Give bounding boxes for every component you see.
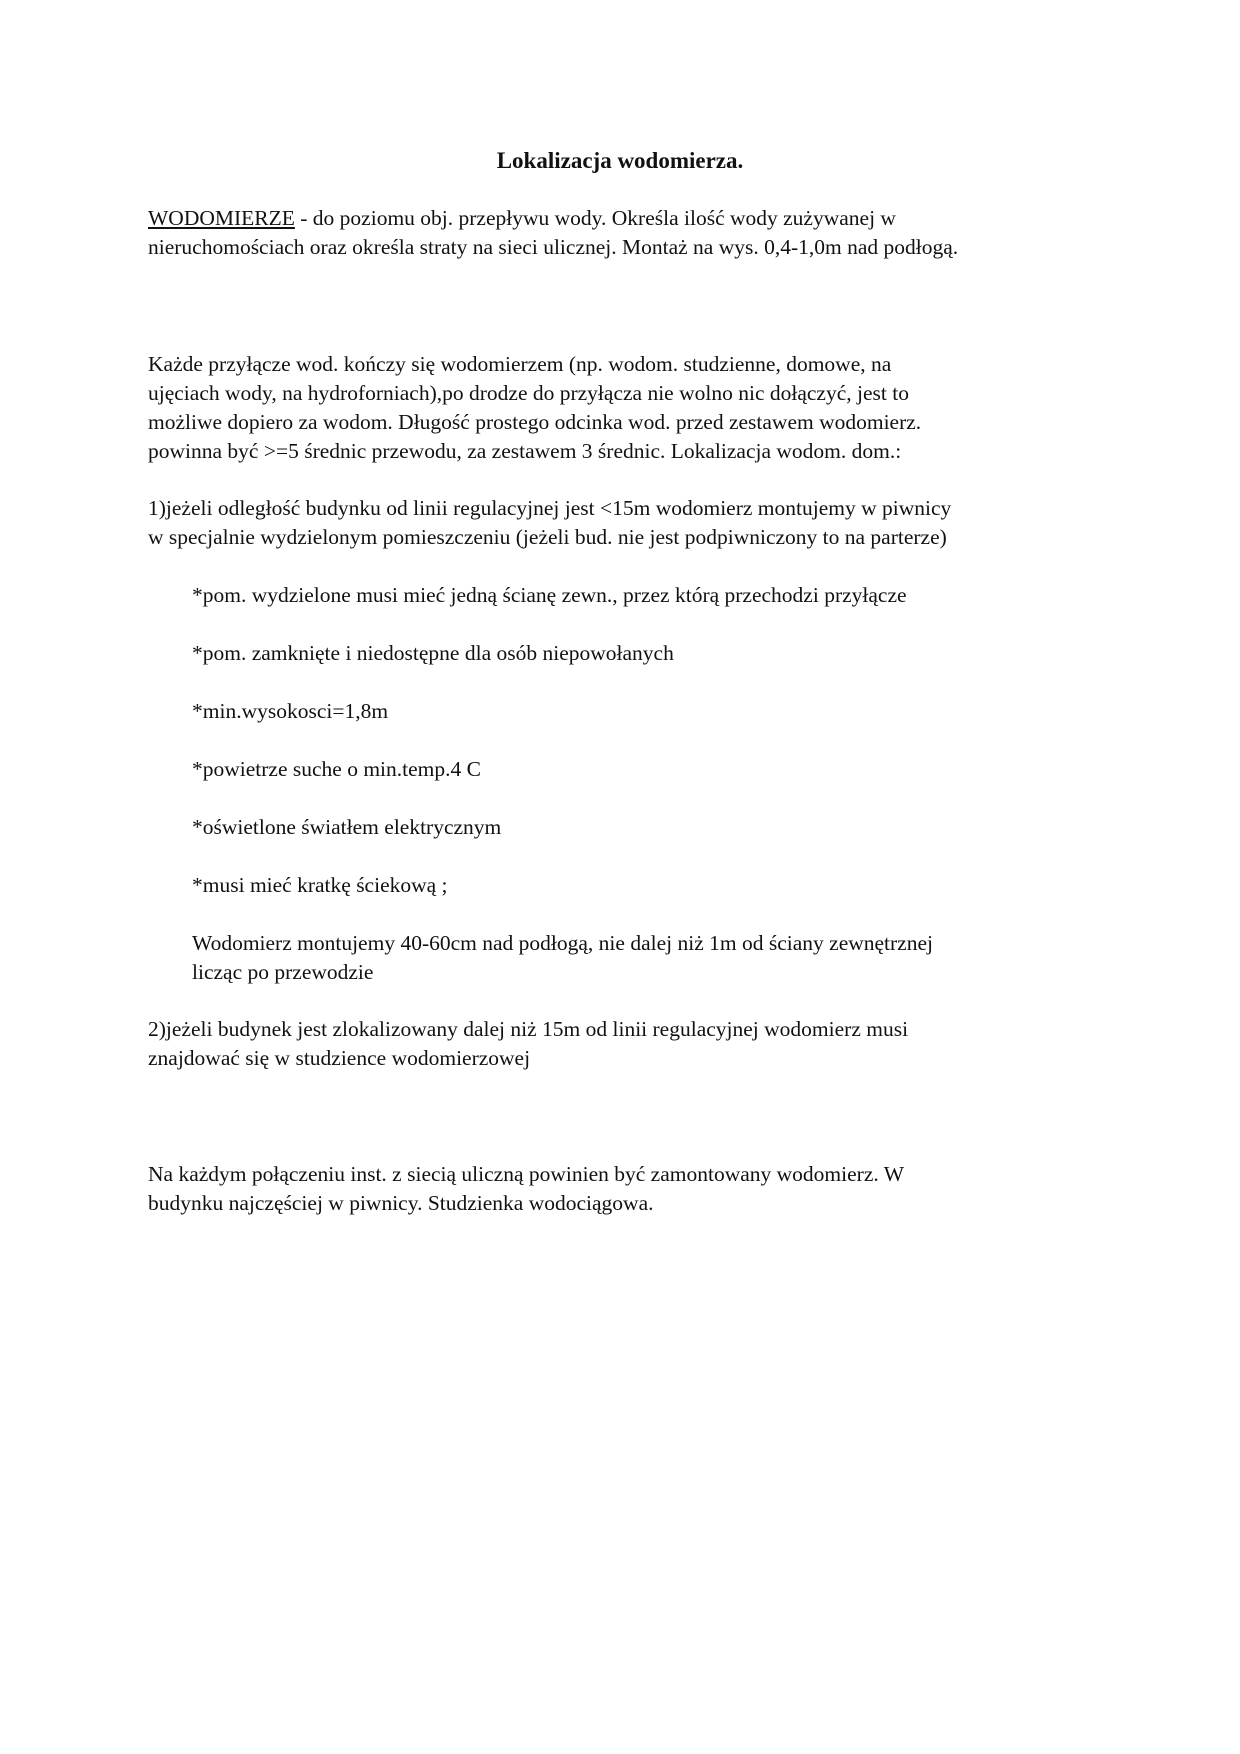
bullet-item: *oświetlone światłem elektrycznym <box>192 815 502 839</box>
mounting-line: Wodomierz montujemy 40-60cm nad podłogą, nie dalej niż 1m od ściany zewnętrznej <box>192 931 933 955</box>
point-1-line: 1)jeżeli odległość budynku od linii regulacyjnej jest <15m wodomierz montujemy w piwnicy <box>148 496 952 520</box>
paragraph-line: możliwe dopiero za wodom. Długość prostego odcinka wod. przed zestawem wodomierz. <box>148 410 922 434</box>
mounting-line: licząc po przewodzie <box>192 960 374 984</box>
document-title: Lokalizacja wodomierza. <box>496 148 744 173</box>
intro-paragraph <box>148 204 1108 262</box>
bullet-item: *min.wysokosci=1,8m <box>192 699 389 723</box>
intro-term: WODOMIERZE <box>148 206 295 230</box>
paragraph-line: ujęciach wody, na hydroforniach),po drodze do przyłącza nie wolno nic dołączyć, jest to <box>148 381 909 405</box>
paragraph-line: Każde przyłącze wod. kończy się wodomierzem (np. wodom. studzienne, domowe, na <box>148 352 892 376</box>
closing-line: Na każdym połączeniu inst. z siecią uliczną powinien być zamontowany wodomierz. W <box>148 1162 905 1186</box>
closing-line: budynku najczęściej w piwnicy. Studzienka wodociągowa. <box>148 1191 654 1215</box>
point-2 <box>148 1015 1108 1073</box>
intro-text-1: - do poziomu obj. przepływu wody. Określa ilość wody zużywanej w <box>294 206 896 230</box>
paragraph-line: powinna być >=5 średnic przewodu, za zestawem 3 średnic. Lokalizacja wodom. dom.: <box>148 439 902 463</box>
bullet-item: *powietrze suche o min.temp.4 C <box>192 757 481 781</box>
bullet-item: *musi mieć kratkę ściekową ; <box>192 873 448 897</box>
point-2-line: 2)jeżeli budynek jest zlokalizowany dalej niż 15m od linii regulacyjnej wodomierz musi <box>148 1017 909 1041</box>
mounting-paragraph <box>192 929 1092 987</box>
bullet-item: *pom. wydzielone musi mieć jedną ścianę zewn., przez którą przechodzi przyłącze <box>192 583 907 607</box>
paragraph-przylacze <box>148 350 1108 466</box>
closing-paragraph <box>148 1160 1108 1218</box>
point-1 <box>148 494 1108 552</box>
intro-line-2: nieruchomościach oraz określa straty na sieci ulicznej. Montaż na wys. 0,4-1,0m nad podłogą. <box>148 235 959 259</box>
point-2-line: znajdować się w studzience wodomierzowej <box>148 1046 531 1070</box>
bullet-item: *pom. zamknięte i niedostępne dla osób niepowołanych <box>192 641 674 665</box>
point-1-line: w specjalnie wydzielonym pomieszczeniu (jeżeli bud. nie jest podpiwniczony to na parterze) <box>148 525 947 549</box>
intro-line-1 <box>148 204 1108 233</box>
